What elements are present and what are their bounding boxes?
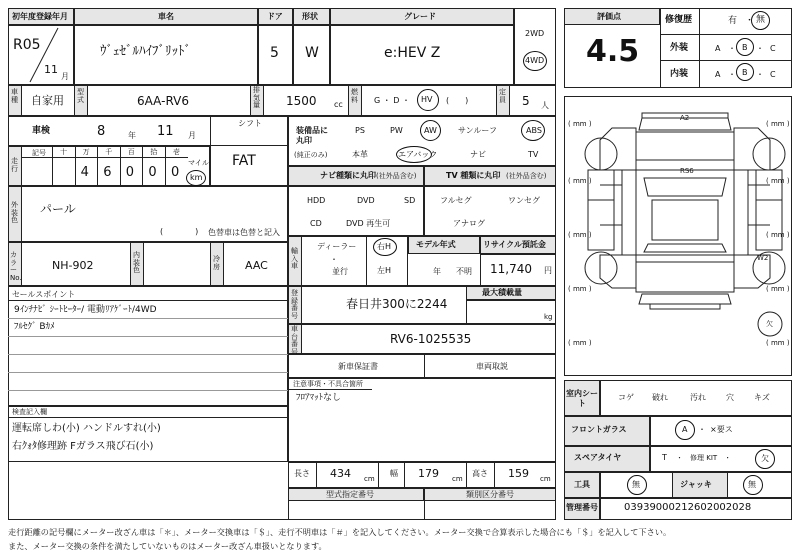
model-year-unknown: 不明 [456,267,472,276]
mile-label: マイル [188,159,209,167]
max-load-unit: kg [544,313,553,321]
equipment-item: PS [355,126,365,135]
tv-oneseg: ワンセグ [508,196,540,205]
exterior-dot2: ・ [756,44,764,53]
length-label: 長さ [294,469,310,478]
color-label: 外装色 [11,201,18,225]
drive-2wd: 2WD [525,29,545,38]
category-label: 車種 [11,88,18,104]
exterior-c: C [770,44,776,53]
nav-hdd: HDD [307,196,326,205]
mm-label: ( mm ) [568,285,592,293]
capacity-value: 5 [522,94,530,108]
model-name-value: ｳﾞｪｾﾞﾙﾊｲﾌﾞﾘｯﾄﾞ [100,44,191,59]
mm-label: ( mm ) [766,339,790,347]
reg-year-label: 初年度登録年月 [12,12,68,21]
inspector-label: 検査記入欄 [12,408,47,416]
tv-header: TV 種類に丸印 [446,171,501,180]
mileage-unit-label: 壱 [173,148,180,156]
diagram-missing: 欠 [766,320,773,328]
mm-label: ( mm ) [766,231,790,239]
notes-value: ﾌﾛｱﾏｯﾄなし [296,393,342,403]
exterior-dot1: ・ [728,44,736,53]
import-label: 輸入車 [291,247,298,271]
repair-dot: ・ [745,16,755,26]
windshield-replace: ×要ス [710,425,733,434]
repair-yes: 有 [728,16,738,26]
interior-c: C [770,70,776,79]
height-label: 高さ [472,469,488,478]
displacement-value: 1500 [286,94,317,108]
shape-label: 形状 [302,12,318,21]
length-unit: cm [364,475,375,483]
import-dot: ・ [330,255,338,264]
model-year-unit: 年 [433,267,441,276]
management-label: 管理番号 [566,503,598,512]
ac-value: AAC [245,259,268,272]
equipment-item: サンルーフ [458,126,497,135]
seat-condition-item: 汚れ [690,393,706,402]
inspection-label: 車検 [32,126,51,136]
repair-label: 修復歴 [665,15,693,25]
inspection-month-unit: 月 [188,131,196,140]
displacement-unit: cc [334,100,343,109]
fuel-label: 燃料 [351,88,358,104]
model-name-label: 車名 [158,12,174,21]
mileage-label: 走行 [11,157,18,173]
new-car-warranty: 新車保証書 [338,362,378,371]
mileage-digit: 0 [171,165,180,180]
exterior-a: A [715,44,721,53]
footer-line-1: 走行距離の記号欄にメーター改ざん車は「＊」、メーター交換車は「＄」、走行不明車は「＃」を記入してください。メーター交換で合算表示した場合にも「＄」を記入して下さい。 [8,527,672,537]
inspection-month: 11 [157,124,174,139]
tv-sub: (社外品含む) [506,172,547,180]
inspector-text-1: 運転席しわ(小) ハンドルすれ(小) [12,423,161,434]
capacity-label: 定員 [499,88,506,104]
shift-label: シフト [238,119,262,128]
jack-value: 無 [748,480,756,489]
score-label: 評価点 [597,12,621,21]
equipment-label: 装備品に丸印 [296,126,328,146]
diagram-mark-w2: W2 [757,254,769,262]
mm-label: ( mm ) [568,231,592,239]
chassis-value: RV6-1025535 [390,332,472,346]
import-parallel: 並行 [332,267,348,276]
height-value: 159 [508,467,529,480]
equipment-item: ABS [526,126,542,135]
windshield-label: フロントガラス [571,425,627,434]
import-dealer: ディーラー [317,242,357,251]
grade-value: e:HEV Z [384,45,441,61]
height-unit: cm [540,475,551,483]
fuel-options: G ・ D ・ [374,96,410,105]
nav-dvd: DVD [357,196,375,205]
reg-month-unit: 月 [61,72,69,81]
mileage-digit: 0 [125,165,135,180]
type-label: 型式 [77,88,84,104]
equipment-item: 本革 [352,150,368,159]
drive-4wd: 4WD [525,56,545,65]
mileage-digit: 6 [103,165,112,180]
displacement-label: 排気量 [253,86,260,110]
interior-seat-label: 室内シート [566,389,598,409]
exterior-label: 外装 [670,43,689,53]
model-year-label: モデル年式 [416,240,456,249]
footer-line-2: また、メーター交換の条件を満たしていないものはメーター改ざん車扱いとなります。 [8,541,327,551]
score-value: 4.5 [586,34,640,69]
diagram-mark-rs6: RS6 [680,167,694,175]
color-no-label: カラーNo. [10,251,22,283]
equipment-item: PW [390,126,403,135]
color-no-value: NH-902 [52,259,94,272]
nav-dvd-play: DVD 再生可 [346,219,391,228]
mm-label: ( mm ) [568,120,592,128]
max-load-label: 最大積載量 [482,288,522,297]
shift-value: FAT [232,153,256,169]
spare-label: スペアタイヤ [574,453,622,462]
seat-condition-item: キズ [754,393,770,402]
tv-fullseg: フルセグ [440,196,472,205]
equipment-sublabel: (純正のみ) [294,151,328,159]
recycle-unit: 円 [544,266,552,275]
spare-missing: 欠 [761,454,769,463]
reg-month-value: 11 [44,63,58,76]
length-value: 434 [330,467,351,480]
mileage-unit-label: 千 [105,148,113,156]
registration-value: 春日井300に2244 [346,297,448,311]
inspection-year-unit: 年 [128,131,136,140]
mileage-unit-label: 万 [82,148,90,156]
color-value: パール [40,202,76,216]
repair-no: 無 [756,15,766,25]
sales-label: セールスポイント [12,290,76,299]
spare-t: T [662,453,667,462]
mileage-unit-label: 百 [127,148,135,156]
nav-sub: (社外品含む) [376,172,417,180]
mileage-digit: 0 [148,165,157,180]
mm-label: ( mm ) [568,177,592,185]
km-label: km [190,173,203,182]
windshield-dot: ・ [698,425,706,434]
interior-dot1: ・ [728,70,736,79]
mm-label: ( mm ) [766,177,790,185]
door-label: ドア [267,12,283,21]
category-value: 自家用 [31,94,64,107]
nav-cd: CD [310,219,322,228]
capacity-unit: 人 [541,101,549,110]
equipment-item: AW [424,126,437,135]
jack-label: ジャッキ [680,480,712,489]
door-value: 5 [270,45,279,61]
nav-header: ナビ種類に丸印 [320,171,376,180]
mileage-unit-label: 拾 [150,148,158,156]
spare-repair-kit: ・ 修理 KIT ・ [676,454,732,462]
nav-sd: SD [404,196,416,205]
sales-text-2: ﾌﾙｾｸﾞ Bｶﾒ [14,322,55,332]
notes-label: 注意事項・不具合箇所 [293,380,363,388]
left-h: 左H [377,266,392,275]
tools-label: 工具 [574,480,590,489]
type-designation-label: 型式指定番号 [326,490,374,499]
tools-value: 無 [632,480,640,489]
interior-a: A [715,70,721,79]
inspection-year: 8 [97,124,106,139]
width-label: 幅 [390,469,398,478]
sales-text-1: 9ｲﾝﾁﾅﾋﾞ ｼｰﾄﾋｰﾀｰ/ 電動ﾘｱｹﾞｰﾄ/4WD [14,305,157,315]
seat-condition-item: 破れ [652,393,668,402]
equipment-item: TV [528,150,539,159]
grade-label: グレード [404,12,436,21]
mm-label: ( mm ) [568,339,592,347]
tv-analog: アナログ [453,219,485,228]
windshield-a: A [682,425,688,434]
mm-label: ( mm ) [766,120,790,128]
right-h: 右H [377,242,392,251]
width-unit: cm [452,475,463,483]
width-value: 179 [418,467,439,480]
management-value: 03939000212602002028 [624,502,752,513]
interior-b: B [742,68,748,77]
color-paren: ( ) [160,227,199,236]
class-number-label: 類別区分番号 [466,490,514,499]
exterior-b: B [742,43,748,52]
color-note: 色替車は色替と記入 [208,228,280,237]
shape-value: W [305,45,319,61]
mileage-unit-label: 十 [60,148,67,156]
mileage-sign-label: 記号 [32,149,46,157]
inspector-text-2: 右ｸｫﾀ修理跡 Fガラス飛び石(小) [12,441,154,452]
equipment-item: エアバック [398,150,438,159]
seat-condition-item: コゲ [618,393,634,402]
interior-label: 内装 [670,69,689,79]
mileage-digit: 4 [80,165,89,180]
ac-label: 冷房 [213,255,220,271]
diagram-mark-a2: A2 [680,114,690,122]
interior-dot2: ・ [756,70,764,79]
recycle-value: 11,740 [490,262,532,276]
reg-year-value: R05 [13,37,41,53]
chassis-label: 車台番号 [291,325,298,357]
fuel-selected: HV [421,95,433,104]
fuel-other: ( ) [446,96,469,105]
owner-manual: 車両取説 [476,362,508,371]
mm-label: ( mm ) [766,285,790,293]
equipment-item: ナビ [470,150,486,159]
type-value: 6AA-RV6 [137,94,189,108]
registration-label: 登録番号 [291,289,298,321]
seat-condition-item: 穴 [726,393,734,402]
recycle-label: リサイクル預託金 [483,240,546,249]
interior-color-label: 内装色 [133,251,140,275]
